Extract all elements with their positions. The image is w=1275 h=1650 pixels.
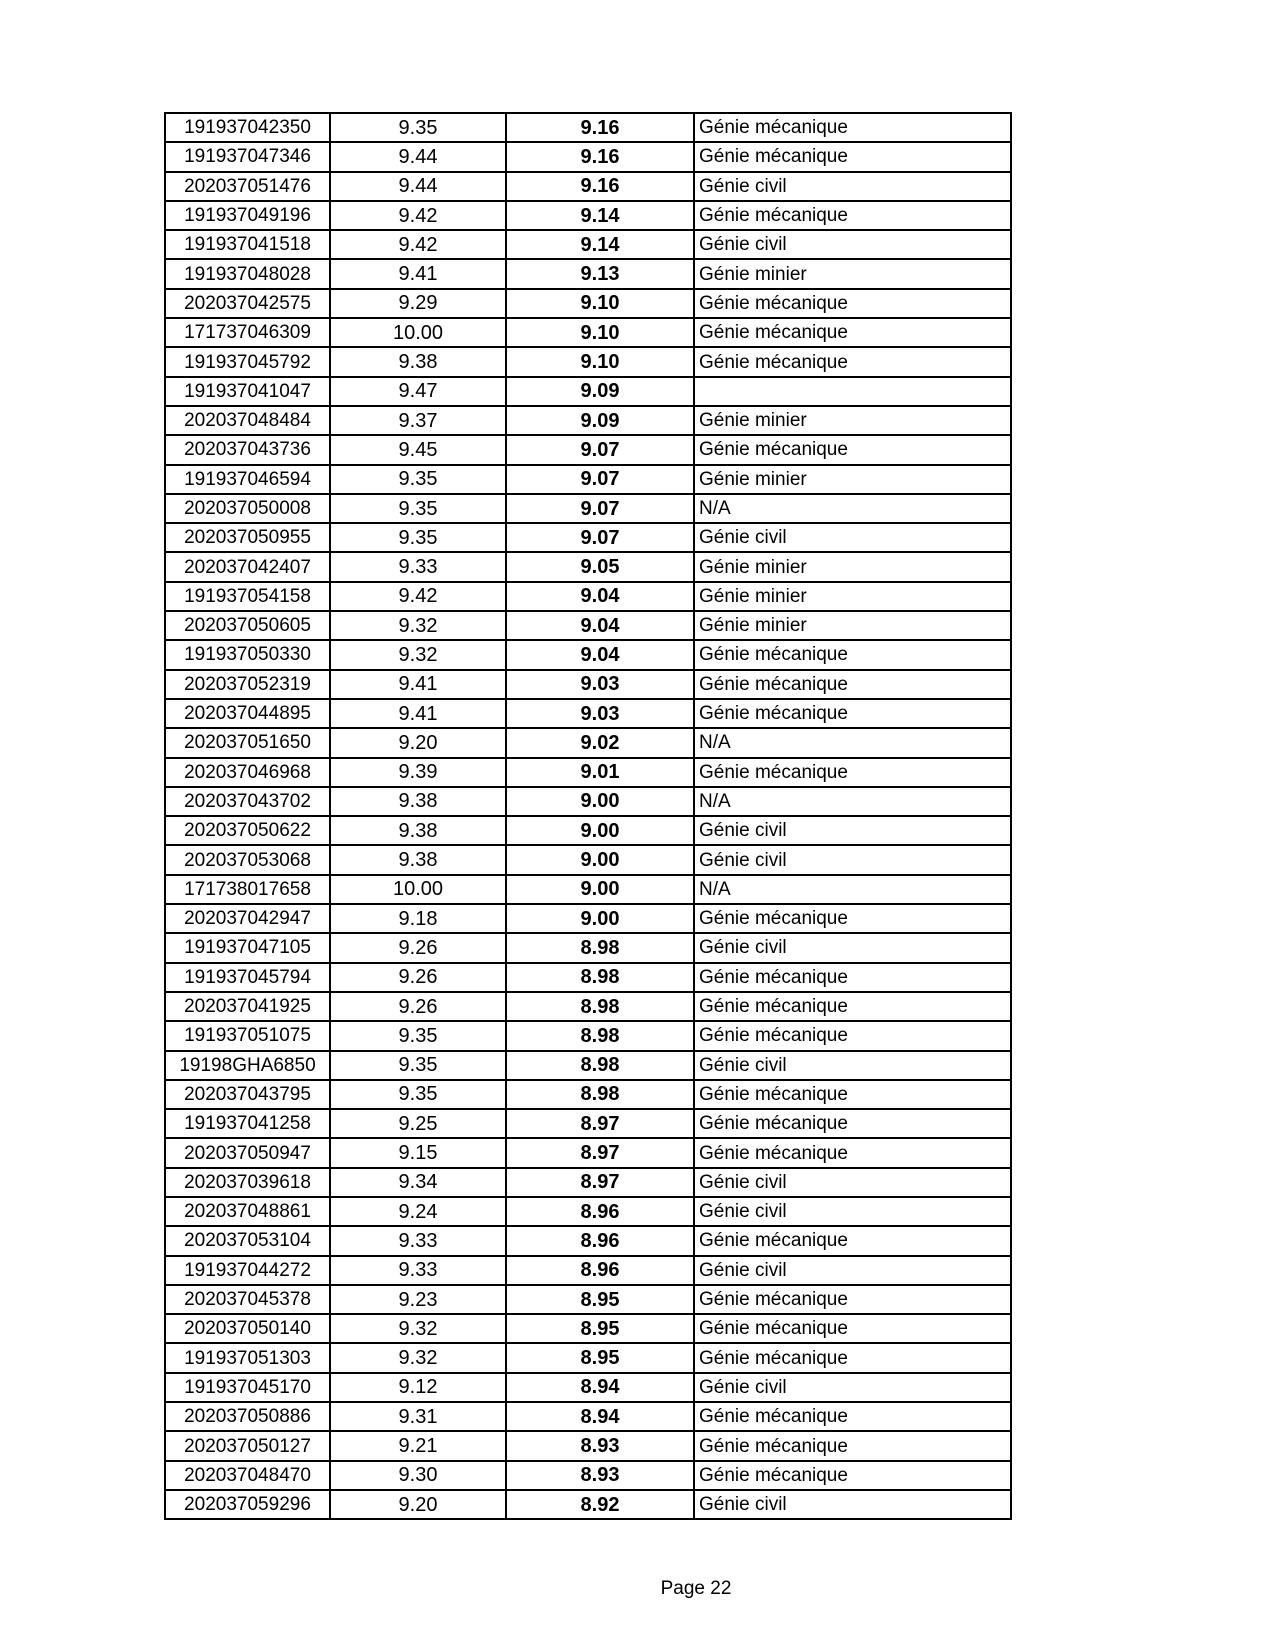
student-id-cell: 191937049196 <box>165 201 330 230</box>
score-cell: 9.35 <box>330 465 506 494</box>
table-row <box>165 1109 1011 1138</box>
student-id-cell: 191937047346 <box>165 142 330 171</box>
department-cell: Génie minier <box>694 611 1011 640</box>
table-row <box>165 963 1011 992</box>
student-id-cell: 202037048861 <box>165 1197 330 1226</box>
department-cell: Génie civil <box>694 1256 1011 1285</box>
final-score-cell: 9.00 <box>506 845 694 874</box>
student-id-cell: 202037048484 <box>165 406 330 435</box>
student-id-cell: 202037043736 <box>165 435 330 464</box>
department-cell: Génie civil <box>694 933 1011 962</box>
department-cell: Génie mécanique <box>694 142 1011 171</box>
table-row <box>165 259 1011 288</box>
student-id-cell: 191937041258 <box>165 1109 330 1138</box>
score-cell: 9.39 <box>330 758 506 787</box>
score-cell: 9.38 <box>330 845 506 874</box>
score-cell: 10.00 <box>330 875 506 904</box>
table-row <box>165 1461 1011 1490</box>
results-table <box>164 112 1012 1520</box>
final-score-cell: 8.93 <box>506 1431 694 1460</box>
student-id-cell: 191937041518 <box>165 230 330 259</box>
student-id-cell: 202037050886 <box>165 1402 330 1431</box>
final-score-cell: 9.10 <box>506 347 694 376</box>
final-score-cell: 9.03 <box>506 699 694 728</box>
student-id-cell: 191937046594 <box>165 465 330 494</box>
department-cell: Génie civil <box>694 1197 1011 1226</box>
table-row <box>165 670 1011 699</box>
student-id-cell: 191937044272 <box>165 1256 330 1285</box>
score-cell: 9.32 <box>330 611 506 640</box>
score-cell: 9.41 <box>330 699 506 728</box>
student-id-cell: 19198GHA6850 <box>165 1051 330 1080</box>
department-cell: Génie civil <box>694 523 1011 552</box>
table-row <box>165 1226 1011 1255</box>
department-cell: Génie mécanique <box>694 435 1011 464</box>
score-cell: 9.20 <box>330 1490 506 1519</box>
score-cell: 9.41 <box>330 670 506 699</box>
department-cell: Génie mécanique <box>694 1226 1011 1255</box>
student-id-cell: 171737046309 <box>165 318 330 347</box>
table-row <box>165 1285 1011 1314</box>
table-row <box>165 992 1011 1021</box>
student-id-cell: 202037043795 <box>165 1080 330 1109</box>
department-cell: N/A <box>694 787 1011 816</box>
final-score-cell: 8.98 <box>506 1021 694 1050</box>
department-cell: Génie mécanique <box>694 1285 1011 1314</box>
score-cell: 9.35 <box>330 523 506 552</box>
final-score-cell: 9.16 <box>506 142 694 171</box>
table-row <box>165 289 1011 318</box>
page-number: Page 22 <box>660 1578 732 1599</box>
student-id-cell: 202037042947 <box>165 904 330 933</box>
final-score-cell: 9.01 <box>506 758 694 787</box>
table-row <box>165 142 1011 171</box>
student-id-cell: 202037059296 <box>165 1490 330 1519</box>
table-row <box>165 552 1011 581</box>
department-cell: Génie mécanique <box>694 289 1011 318</box>
final-score-cell: 9.05 <box>506 552 694 581</box>
score-cell: 9.26 <box>330 933 506 962</box>
student-id-cell: 191937041047 <box>165 377 330 406</box>
final-score-cell: 8.98 <box>506 992 694 1021</box>
final-score-cell: 8.98 <box>506 1051 694 1080</box>
student-id-cell: 202037051476 <box>165 172 330 201</box>
department-cell: Génie mécanique <box>694 640 1011 669</box>
department-cell: Génie civil <box>694 1373 1011 1402</box>
student-id-cell: 202037044895 <box>165 699 330 728</box>
final-score-cell: 9.07 <box>506 435 694 464</box>
score-cell: 9.37 <box>330 406 506 435</box>
score-cell: 9.25 <box>330 1109 506 1138</box>
score-cell: 9.42 <box>330 582 506 611</box>
student-id-cell: 191937047105 <box>165 933 330 962</box>
score-cell: 9.21 <box>330 1431 506 1460</box>
department-cell: Génie mécanique <box>694 963 1011 992</box>
student-id-cell: 171738017658 <box>165 875 330 904</box>
student-id-cell: 202037043702 <box>165 787 330 816</box>
table-row <box>165 113 1011 142</box>
department-cell: Génie mécanique <box>694 699 1011 728</box>
student-id-cell: 202037052319 <box>165 670 330 699</box>
student-id-cell: 202037050140 <box>165 1314 330 1343</box>
department-cell: Génie mécanique <box>694 1109 1011 1138</box>
department-cell: Génie mécanique <box>694 1021 1011 1050</box>
score-cell: 9.35 <box>330 113 506 142</box>
score-cell: 9.18 <box>330 904 506 933</box>
department-cell: Génie mécanique <box>694 1431 1011 1460</box>
score-cell: 9.32 <box>330 1314 506 1343</box>
student-id-cell: 191937048028 <box>165 259 330 288</box>
score-cell: 10.00 <box>330 318 506 347</box>
table-row <box>165 904 1011 933</box>
student-id-cell: 202037048470 <box>165 1461 330 1490</box>
department-cell: N/A <box>694 728 1011 757</box>
score-cell: 9.47 <box>330 377 506 406</box>
score-cell: 9.41 <box>330 259 506 288</box>
table-row <box>165 728 1011 757</box>
table-row <box>165 1314 1011 1343</box>
department-cell: Génie mécanique <box>694 1080 1011 1109</box>
table-row <box>165 1256 1011 1285</box>
score-cell: 9.35 <box>330 1021 506 1050</box>
department-cell: Génie mécanique <box>694 992 1011 1021</box>
table-row <box>165 640 1011 669</box>
final-score-cell: 9.16 <box>506 113 694 142</box>
department-cell: N/A <box>694 494 1011 523</box>
student-id-cell: 202037050622 <box>165 816 330 845</box>
student-id-cell: 191937051075 <box>165 1021 330 1050</box>
department-cell: Génie mécanique <box>694 201 1011 230</box>
student-id-cell: 191937045792 <box>165 347 330 376</box>
student-id-cell: 202037050008 <box>165 494 330 523</box>
final-score-cell: 9.00 <box>506 904 694 933</box>
table-row <box>165 1197 1011 1226</box>
department-cell: Génie mécanique <box>694 1402 1011 1431</box>
student-id-cell: 202037039618 <box>165 1168 330 1197</box>
final-score-cell: 8.96 <box>506 1256 694 1285</box>
score-cell: 9.26 <box>330 992 506 1021</box>
student-id-cell: 191937054158 <box>165 582 330 611</box>
student-id-cell: 202037042575 <box>165 289 330 318</box>
final-score-cell: 9.03 <box>506 670 694 699</box>
table-row <box>165 933 1011 962</box>
final-score-cell: 9.00 <box>506 787 694 816</box>
final-score-cell: 8.98 <box>506 1080 694 1109</box>
table-row <box>165 1138 1011 1167</box>
final-score-cell: 8.92 <box>506 1490 694 1519</box>
table-row <box>165 1051 1011 1080</box>
student-id-cell: 191937042350 <box>165 113 330 142</box>
table-row <box>165 1402 1011 1431</box>
score-cell: 9.42 <box>330 230 506 259</box>
final-score-cell: 8.97 <box>506 1168 694 1197</box>
department-cell: Génie mécanique <box>694 318 1011 347</box>
student-id-cell: 202037050947 <box>165 1138 330 1167</box>
score-cell: 9.45 <box>330 435 506 464</box>
table-row <box>165 816 1011 845</box>
score-cell: 9.26 <box>330 963 506 992</box>
score-cell: 9.32 <box>330 640 506 669</box>
table-row <box>165 347 1011 376</box>
department-cell: Génie mécanique <box>694 1343 1011 1372</box>
score-cell: 9.33 <box>330 1226 506 1255</box>
final-score-cell: 8.97 <box>506 1109 694 1138</box>
department-cell: Génie mécanique <box>694 1314 1011 1343</box>
table-row <box>165 465 1011 494</box>
score-cell: 9.20 <box>330 728 506 757</box>
department-cell: Génie civil <box>694 1490 1011 1519</box>
score-cell: 9.32 <box>330 1343 506 1372</box>
final-score-cell: 8.97 <box>506 1138 694 1167</box>
table-row <box>165 875 1011 904</box>
final-score-cell: 8.95 <box>506 1343 694 1372</box>
table-row <box>165 1373 1011 1402</box>
score-cell: 9.33 <box>330 1256 506 1285</box>
final-score-cell: 9.13 <box>506 259 694 288</box>
score-cell: 9.35 <box>330 494 506 523</box>
table-row <box>165 377 1011 406</box>
final-score-cell: 9.04 <box>506 582 694 611</box>
table-row <box>165 1168 1011 1197</box>
department-cell: Génie civil <box>694 845 1011 874</box>
department-cell: Génie mécanique <box>694 904 1011 933</box>
student-id-cell: 202037053068 <box>165 845 330 874</box>
table-row <box>165 230 1011 259</box>
table-row <box>165 1490 1011 1519</box>
department-cell: Génie civil <box>694 230 1011 259</box>
final-score-cell: 8.96 <box>506 1226 694 1255</box>
final-score-cell: 8.95 <box>506 1285 694 1314</box>
final-score-cell: 9.09 <box>506 377 694 406</box>
final-score-cell: 9.04 <box>506 611 694 640</box>
table-row <box>165 611 1011 640</box>
final-score-cell: 8.94 <box>506 1373 694 1402</box>
student-id-cell: 202037050127 <box>165 1431 330 1460</box>
student-id-cell: 191937050330 <box>165 640 330 669</box>
department-cell <box>694 377 1011 406</box>
score-cell: 9.12 <box>330 1373 506 1402</box>
score-cell: 9.44 <box>330 142 506 171</box>
score-cell: 9.38 <box>330 787 506 816</box>
department-cell: Génie civil <box>694 1168 1011 1197</box>
score-cell: 9.34 <box>330 1168 506 1197</box>
score-cell: 9.23 <box>330 1285 506 1314</box>
final-score-cell: 9.10 <box>506 289 694 318</box>
department-cell: N/A <box>694 875 1011 904</box>
student-id-cell: 191937045170 <box>165 1373 330 1402</box>
department-cell: Génie minier <box>694 406 1011 435</box>
student-id-cell: 202037053104 <box>165 1226 330 1255</box>
department-cell: Génie civil <box>694 172 1011 201</box>
final-score-cell: 9.14 <box>506 230 694 259</box>
table-row <box>165 523 1011 552</box>
final-score-cell: 8.98 <box>506 933 694 962</box>
score-cell: 9.24 <box>330 1197 506 1226</box>
department-cell: Génie civil <box>694 816 1011 845</box>
final-score-cell: 9.07 <box>506 465 694 494</box>
department-cell: Génie minier <box>694 552 1011 581</box>
table-row <box>165 318 1011 347</box>
final-score-cell: 9.00 <box>506 875 694 904</box>
final-score-cell: 8.98 <box>506 963 694 992</box>
department-cell: Génie minier <box>694 582 1011 611</box>
score-cell: 9.42 <box>330 201 506 230</box>
score-cell: 9.31 <box>330 1402 506 1431</box>
table-row <box>165 406 1011 435</box>
score-cell: 9.44 <box>330 172 506 201</box>
student-id-cell: 202037041925 <box>165 992 330 1021</box>
score-cell: 9.38 <box>330 347 506 376</box>
table-row <box>165 1080 1011 1109</box>
table-row <box>165 1021 1011 1050</box>
department-cell: Génie mécanique <box>694 347 1011 376</box>
final-score-cell: 9.04 <box>506 640 694 669</box>
final-score-cell: 9.09 <box>506 406 694 435</box>
student-id-cell: 191937045794 <box>165 963 330 992</box>
student-id-cell: 202037051650 <box>165 728 330 757</box>
table-row <box>165 758 1011 787</box>
department-cell: Génie minier <box>694 465 1011 494</box>
final-score-cell: 9.07 <box>506 494 694 523</box>
table-row <box>165 1431 1011 1460</box>
department-cell: Génie mécanique <box>694 758 1011 787</box>
score-cell: 9.33 <box>330 552 506 581</box>
table-row <box>165 787 1011 816</box>
student-id-cell: 202037045378 <box>165 1285 330 1314</box>
final-score-cell: 9.00 <box>506 816 694 845</box>
score-cell: 9.35 <box>330 1080 506 1109</box>
table-row <box>165 494 1011 523</box>
student-id-cell: 191937051303 <box>165 1343 330 1372</box>
table-row <box>165 582 1011 611</box>
score-cell: 9.38 <box>330 816 506 845</box>
department-cell: Génie civil <box>694 1051 1011 1080</box>
table-row <box>165 435 1011 464</box>
results-table-body <box>165 113 1011 1519</box>
final-score-cell: 8.93 <box>506 1461 694 1490</box>
department-cell: Génie minier <box>694 259 1011 288</box>
department-cell: Génie mécanique <box>694 670 1011 699</box>
table-row <box>165 699 1011 728</box>
final-score-cell: 9.07 <box>506 523 694 552</box>
final-score-cell: 8.94 <box>506 1402 694 1431</box>
department-cell: Génie mécanique <box>694 113 1011 142</box>
student-id-cell: 202037046968 <box>165 758 330 787</box>
score-cell: 9.30 <box>330 1461 506 1490</box>
final-score-cell: 9.10 <box>506 318 694 347</box>
final-score-cell: 9.02 <box>506 728 694 757</box>
final-score-cell: 9.16 <box>506 172 694 201</box>
score-cell: 9.29 <box>330 289 506 318</box>
student-id-cell: 202037050955 <box>165 523 330 552</box>
table-row <box>165 201 1011 230</box>
table-row <box>165 845 1011 874</box>
table-row <box>165 172 1011 201</box>
student-id-cell: 202037042407 <box>165 552 330 581</box>
table-row <box>165 1343 1011 1372</box>
score-cell: 9.35 <box>330 1051 506 1080</box>
department-cell: Génie mécanique <box>694 1138 1011 1167</box>
department-cell: Génie mécanique <box>694 1461 1011 1490</box>
student-id-cell: 202037050605 <box>165 611 330 640</box>
score-cell: 9.15 <box>330 1138 506 1167</box>
final-score-cell: 8.95 <box>506 1314 694 1343</box>
final-score-cell: 8.96 <box>506 1197 694 1226</box>
final-score-cell: 9.14 <box>506 201 694 230</box>
